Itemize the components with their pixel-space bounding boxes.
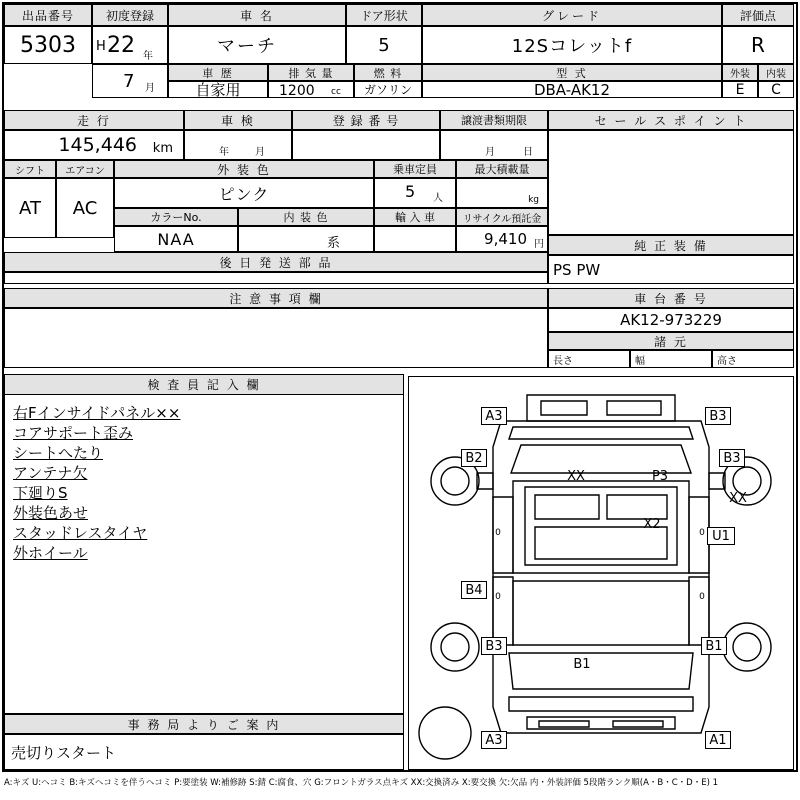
factory-equipment-label: 純 正 装 備: [548, 235, 794, 255]
inspector-notes-panel: [4, 374, 404, 714]
exterior-grade-label: 外装: [722, 64, 758, 81]
damage-code: A1: [705, 731, 731, 749]
door-shape-value: 5: [346, 26, 422, 64]
damage-code: A3: [481, 731, 507, 749]
displacement-value: 1200: [279, 83, 315, 99]
model-code-label: 型 式: [422, 64, 722, 81]
inspector-notes-label: 検 査 員 記 入 欄: [5, 375, 403, 395]
color-number-value: NAA: [114, 226, 238, 252]
max-load-unit: kg: [528, 195, 539, 205]
import-value: [374, 226, 456, 252]
list-item: 右Fインサイドパネル××: [13, 404, 181, 422]
score-label: 評価点: [722, 4, 794, 26]
door-mark: 0: [495, 528, 501, 538]
color-number-label: カラーNo.: [114, 208, 238, 226]
grade-value: 12Sコレットf: [422, 26, 722, 64]
damage-code: XX: [567, 468, 585, 484]
mileage-value: 145,446: [58, 134, 137, 156]
list-item: シートへたり: [13, 444, 104, 462]
door-shape-label: ドア形状: [346, 4, 422, 26]
legend-text: A:キズ U:ヘコミ B:キズヘコミを伴うヘコミ P:要塗装 W:補修跡 S:錆 C:腐食、穴 G:フロントガラス点キズ XX:交換済み X:要交換 欠:欠品 内・外装評価 5段階ランク順(A・B・C・D・E) 1: [4, 778, 719, 788]
length-label: 長さ: [548, 350, 630, 368]
shift-value: AT: [4, 178, 56, 238]
car-name-label: 車 名: [168, 4, 346, 26]
max-load-value-cell: [456, 178, 548, 208]
registration-number-label: 登 録 番 号: [292, 110, 440, 130]
inspection-year-unit: 年: [219, 147, 229, 158]
damage-code: X2: [643, 516, 661, 532]
exterior-color-label: 外 装 色: [114, 160, 374, 178]
displacement-value-cell: [268, 81, 354, 98]
first-reg-year: 22: [107, 33, 135, 58]
score-value: R: [722, 26, 794, 64]
lot-number-value: 5303: [4, 26, 92, 64]
interior-color-value: 系: [327, 236, 341, 251]
height-label: 高さ: [712, 350, 794, 368]
damage-code: B4: [461, 581, 487, 599]
notes-label: 注 意 事 項 欄: [4, 288, 548, 308]
inspection-label: 車 検: [184, 110, 292, 130]
transfer-day-unit: 日: [523, 147, 533, 158]
exterior-color-value: ピンク: [114, 178, 374, 208]
list-item: コアサポート歪み: [13, 424, 134, 442]
inspector-notes-list: [11, 403, 401, 563]
import-label: 輸 入 車: [374, 208, 456, 226]
seating-capacity-label: 乗車定員: [374, 160, 456, 178]
recycle-deposit-value-cell: [456, 226, 548, 252]
seating-capacity-unit: 人: [433, 193, 443, 204]
aircon-label: エアコン: [56, 160, 114, 178]
lot-number-label: 出品番号: [4, 4, 92, 26]
width-label: 幅: [630, 350, 712, 368]
car-outline-svg: [409, 377, 793, 769]
transfer-doc-deadline-label: 譲渡書類期限: [440, 110, 548, 130]
recycle-deposit-unit: 円: [534, 239, 544, 250]
office-notice-label: 事 務 局 よ り ご 案 内: [4, 714, 404, 734]
factory-equipment-value: PS PW: [548, 255, 794, 284]
mileage-unit: km: [152, 141, 173, 156]
first-registration-month: [92, 64, 168, 98]
fuel-label: 燃 料: [354, 64, 422, 81]
shift-label: シフト: [4, 160, 56, 178]
first-reg-year-unit: 年: [143, 51, 153, 62]
transfer-month-unit: 月: [485, 147, 495, 158]
office-notice-value: 売切りスタート: [4, 734, 404, 770]
vehicle-damage-diagram: [408, 376, 794, 770]
list-item: 外装色あせ: [13, 504, 89, 522]
list-item: スタッドレスタイヤ: [13, 524, 148, 542]
door-mark: 0: [699, 592, 705, 602]
later-shipment-parts-value: [4, 272, 548, 284]
registration-number-value: [292, 130, 440, 160]
damage-code: B1: [573, 656, 591, 672]
displacement-label: 排 気 量: [268, 64, 354, 81]
damage-code: B3: [719, 449, 745, 467]
first-reg-month: 7: [123, 71, 135, 92]
door-mark: 0: [495, 592, 501, 602]
damage-code: B3: [481, 637, 507, 655]
interior-color-label: 内 装 色: [238, 208, 374, 226]
interior-color-value-cell: [238, 226, 374, 252]
mileage-value-cell: [4, 130, 184, 160]
damage-code: A3: [481, 407, 507, 425]
damage-code: U1: [707, 527, 735, 545]
exterior-grade-value: E: [722, 81, 758, 98]
mileage-label: 走 行: [4, 110, 184, 130]
list-item: 外ホイール: [13, 544, 88, 562]
damage-code: B2: [461, 449, 487, 467]
first-registration-date: [92, 26, 168, 64]
max-load-label: 最大積載量: [456, 160, 548, 178]
interior-grade-label: 内装: [758, 64, 794, 81]
first-registration-label: 初度登録: [92, 4, 168, 26]
dimensions-label: 諸 元: [548, 332, 794, 350]
interior-grade-value: C: [758, 81, 794, 98]
model-code-value: DBA-AK12: [422, 81, 722, 98]
transfer-doc-deadline-value: [440, 130, 548, 160]
inspection-value-cell: [184, 130, 292, 160]
list-item: 下廻りS: [13, 484, 68, 502]
displacement-unit: cc: [331, 87, 341, 97]
car-history-value: 自家用: [168, 81, 268, 98]
recycle-deposit-label: リサイクル預託金: [456, 208, 548, 226]
notes-value: [4, 308, 548, 368]
aircon-value: AC: [56, 178, 114, 238]
damage-code: P3: [651, 468, 669, 484]
first-reg-era: H: [96, 39, 106, 54]
door-mark: 0: [699, 528, 705, 538]
seating-capacity-value-cell: [374, 178, 456, 208]
grade-label: グレード: [422, 4, 722, 26]
later-shipment-parts-label: 後 日 発 送 部 品: [4, 252, 548, 272]
inspection-month-unit: 月: [255, 147, 265, 158]
damage-code: B1: [701, 637, 727, 655]
list-item: アンテナ欠: [13, 464, 88, 482]
damage-code: B3: [705, 407, 731, 425]
chassis-number-label: 車 台 番 号: [548, 288, 794, 308]
chassis-number-value: AK12-973229: [548, 308, 794, 332]
sales-point-label: セ ー ル ス ポ イ ン ト: [548, 110, 794, 130]
sales-point-value: [548, 130, 794, 235]
recycle-deposit-value: 9,410: [484, 230, 527, 248]
first-reg-month-unit: 月: [145, 83, 155, 94]
seating-capacity-value: 5: [405, 182, 416, 201]
fuel-value: ガソリン: [354, 81, 422, 98]
car-name-value: マーチ: [168, 26, 346, 64]
damage-code: XX: [729, 490, 747, 506]
car-history-label: 車 歴: [168, 64, 268, 81]
